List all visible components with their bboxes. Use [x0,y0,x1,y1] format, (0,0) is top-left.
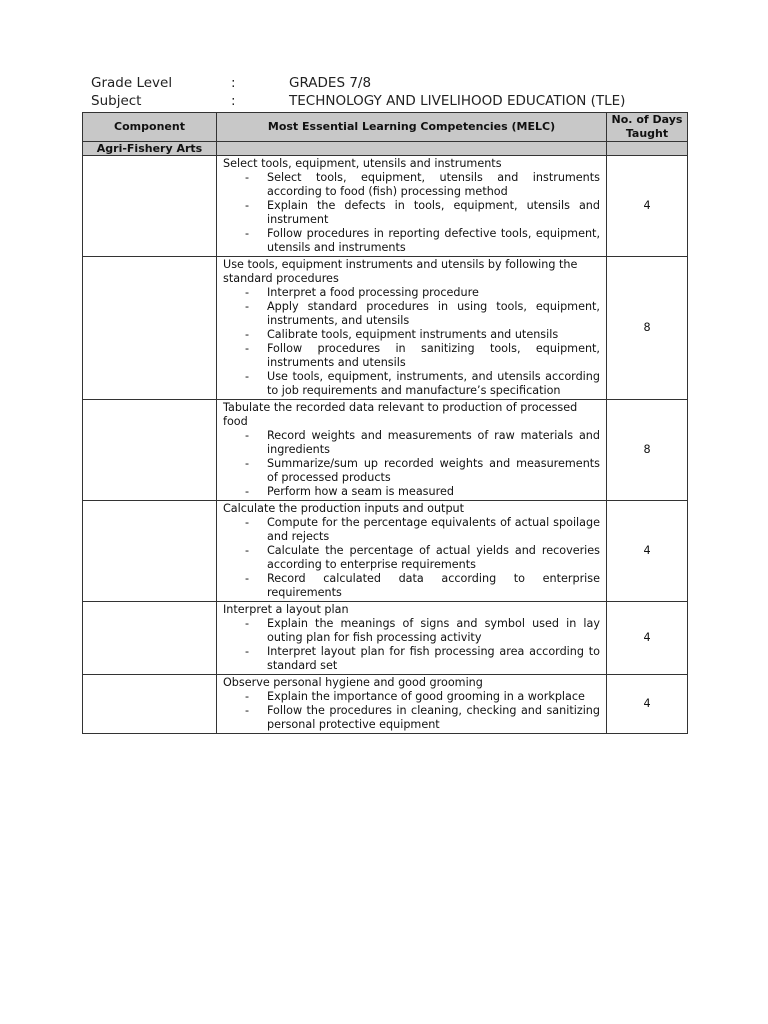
sub-competency-text: Select tools, equipment, utensils and instruments according to food (fish) processing method [267,171,600,198]
column-header-component: Component [83,113,217,142]
competency-row [83,602,688,675]
days-taught-cell: 4 [607,675,688,734]
sub-competency-item [223,171,600,199]
sub-competency-text: Follow procedures in reporting defective tools, equipment, utensils and instruments [267,227,600,254]
grade-level-row [91,75,691,94]
sub-competency-text: Explain the importance of good grooming in a workplace [267,690,585,703]
sub-competency-text: Explain the meanings of signs and symbol used in lay outing plan for fish processing activity [267,617,600,644]
competency-title: Use tools, equipment instruments and utensils by following the standard procedures [223,258,578,285]
competency-row [83,257,688,400]
dash-bullet: - [245,328,250,341]
sub-competency-list [223,516,600,600]
competency-title: Calculate the production inputs and output [223,502,465,515]
competency-title: Interpret a layout plan [223,603,349,616]
sub-competency-item [223,286,600,300]
sub-competency-text: Apply standard procedures in using tools, equipment, instruments, and utensils [267,300,600,327]
sub-competency-item [223,370,600,398]
subject-row [91,93,691,112]
days-taught-cell: 4 [607,602,688,675]
sub-competency-list [223,171,600,255]
sub-competency-text: Record weights and measurements of raw materials and ingredients [267,429,600,456]
table-body [83,142,688,734]
sub-competency-item [223,617,600,645]
grade-level-label: Grade Level [91,75,173,91]
competency-title: Tabulate the recorded data relevant to production of processed food [223,401,578,428]
sub-competency-item [223,572,600,600]
dash-bullet: - [245,690,250,703]
competency-row [83,675,688,734]
column-header-melc: Most Essential Learning Competencies (MELC) [217,113,607,142]
sub-competency-item [223,645,600,673]
dash-bullet: - [245,370,250,383]
days-taught-cell: 8 [607,400,688,501]
sub-competency-text: Interpret layout plan for fish processing area according to standard set [267,645,600,672]
dash-bullet: - [245,342,250,355]
dash-bullet: - [245,544,250,557]
days-taught-cell: 4 [607,501,688,602]
component-cell [83,257,217,400]
competency-row [83,400,688,501]
dash-bullet: - [245,199,250,212]
sub-competency-text: Explain the defects in tools, equipment, utensils and instrument [267,199,600,226]
melc-cell [217,501,607,602]
document-header [91,75,691,113]
competency-title: Select tools, equipment, utensils and instruments [223,157,502,170]
subject-value: TECHNOLOGY AND LIVELIHOOD EDUCATION (TLE) [289,93,626,109]
days-taught-cell: 4 [607,156,688,257]
dash-bullet: - [245,645,250,658]
sub-competency-item [223,328,600,342]
dash-bullet: - [245,485,250,498]
sub-competency-item [223,342,600,370]
sub-competency-item [223,199,600,227]
category-label: Agri-Fishery Arts [83,142,217,156]
dash-bullet: - [245,704,250,717]
sub-competency-text: Compute for the percentage equivalents of actual spoilage and rejects [267,516,600,543]
days-taught-cell: 8 [607,257,688,400]
sub-competency-item [223,457,600,485]
dash-bullet: - [245,300,250,313]
category-blank-cell [217,142,607,156]
dash-bullet: - [245,429,250,442]
dash-bullet: - [245,457,250,470]
category-row [83,142,688,156]
competency-row [83,501,688,602]
melc-cell [217,400,607,501]
sub-competency-item [223,690,600,704]
sub-competency-item [223,300,600,328]
sub-competency-item [223,429,600,457]
sub-competency-list [223,429,600,499]
sub-competency-text: Follow the procedures in cleaning, checking and sanitizing personal protective equipment [267,704,600,731]
sub-competency-text: Summarize/sum up recorded weights and measurements of processed products [267,457,600,484]
sub-competency-item [223,516,600,544]
sub-competency-text: Calibrate tools, equipment instruments and utensils [267,328,559,341]
column-header-days: No. of Days Taught [607,113,688,142]
subject-label: Subject [91,93,142,109]
sub-competency-text: Calculate the percentage of actual yields and recoveries according to enterprise requirements [267,544,600,571]
sub-competency-text: Record calculated data according to enterprise requirements [267,572,600,599]
melc-cell [217,675,607,734]
competency-row [83,156,688,257]
sub-competency-item [223,485,600,499]
dash-bullet: - [245,171,250,184]
melc-table [82,112,688,734]
sub-competency-item [223,704,600,732]
sub-competency-text: Follow procedures in sanitizing tools, equipment, instruments and utensils [267,342,600,369]
dash-bullet: - [245,617,250,630]
grade-level-colon: : [231,75,236,91]
competency-title: Observe personal hygiene and good grooming [223,676,483,689]
sub-competency-list [223,617,600,673]
sub-competency-item [223,544,600,572]
table-header-row [83,113,688,142]
component-cell [83,501,217,602]
dash-bullet: - [245,227,250,240]
component-cell [83,675,217,734]
grade-level-value: GRADES 7/8 [289,75,372,91]
melc-cell [217,257,607,400]
melc-cell [217,156,607,257]
subject-colon: : [231,93,236,109]
component-cell [83,400,217,501]
category-blank-cell [607,142,688,156]
sub-competency-item [223,227,600,255]
sub-competency-text: Perform how a seam is measured [267,485,454,498]
component-cell [83,602,217,675]
dash-bullet: - [245,572,250,585]
dash-bullet: - [245,516,250,529]
sub-competency-text: Interpret a food processing procedure [267,286,479,299]
component-cell [83,156,217,257]
sub-competency-list [223,286,600,398]
dash-bullet: - [245,286,250,299]
melc-cell [217,602,607,675]
sub-competency-text: Use tools, equipment, instruments, and utensils according to job requirements and manufacture’s specification [267,370,600,397]
sub-competency-list [223,690,600,732]
